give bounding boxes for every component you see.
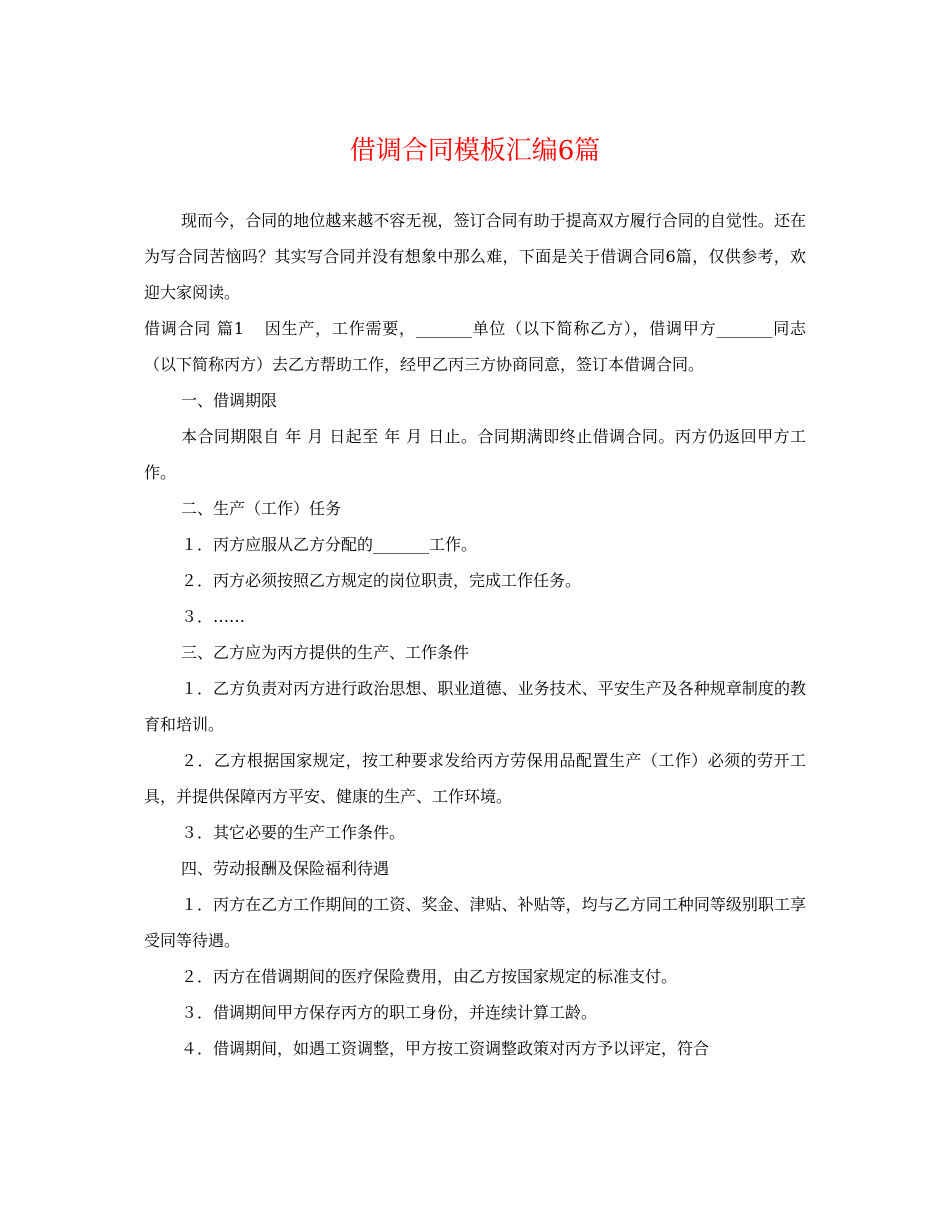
section-heading: 四、劳动报酬及保险福利待遇 — [181, 859, 390, 878]
list-item: ２．丙方必须按照乙方规定的岗位职责，完成工作任务。 — [181, 571, 582, 590]
list-item: １．丙方在乙方工作期间的工资、奖金、津贴、补贴等，均与乙方同工种同等级别职工享受同等待遇。 — [144, 895, 806, 950]
list-item: ３．借调期间甲方保存丙方的职工身份，并连续计算工龄。 — [181, 1003, 598, 1022]
intro-paragraph: 现而今，合同的地位越来越不容无视，签订合同有助于提高双方履行合同的自觉性。还在为写合同苦恼吗？其实写合同并没有想象中那么难，下面是关于借调合同6篇，仅供参考，欢迎大家阅读。 — [144, 211, 806, 302]
section-heading: 二、生产（工作）任务 — [181, 499, 342, 518]
list-item: ２．丙方在借调期间的医疗保险费用，由乙方按国家规定的标准支付。 — [181, 967, 678, 986]
list-item: ２．乙方根据国家规定，按工种要求发给丙方劳保用品配置生产（工作）必须的劳开工具，并提供保障丙方平安、健康的生产、工作环境。 — [144, 751, 806, 806]
section-body: 本合同期限自 年 月 日起至 年 月 日止。合同期满即终止借调合同。丙方仍返回甲方工作。 — [144, 427, 806, 482]
section-heading: 一、借调期限 — [181, 391, 278, 410]
document-body — [144, 203, 806, 1067]
article-1-opening — [144, 311, 806, 383]
list-item: １．乙方负责对丙方进行政治思想、职业道德、业务技术、平安生产及各种规章制度的教育和培训。 — [144, 679, 806, 734]
list-item: ３．其它必要的生产工作条件。 — [181, 823, 406, 842]
document-title: 借调合同模板汇编6篇 — [349, 136, 601, 166]
opening-text: 因生产，工作需要，_______单位（以下简称乙方），借调甲方_______同志（以下简称丙方）去乙方帮助工作，经甲乙丙三方协商同意，签订本借调合同。 — [144, 319, 806, 374]
list-item: ３．…… — [181, 607, 246, 626]
article-heading: 借调合同 篇1 — [144, 319, 244, 338]
list-item: １．丙方应服从乙方分配的_______工作。 — [181, 535, 478, 554]
list-item: ４．借调期间，如遇工资调整，甲方按工资调整政策对丙方予以评定，符合 — [181, 1039, 710, 1058]
section-heading: 三、乙方应为丙方提供的生产、工作条件 — [181, 643, 470, 662]
